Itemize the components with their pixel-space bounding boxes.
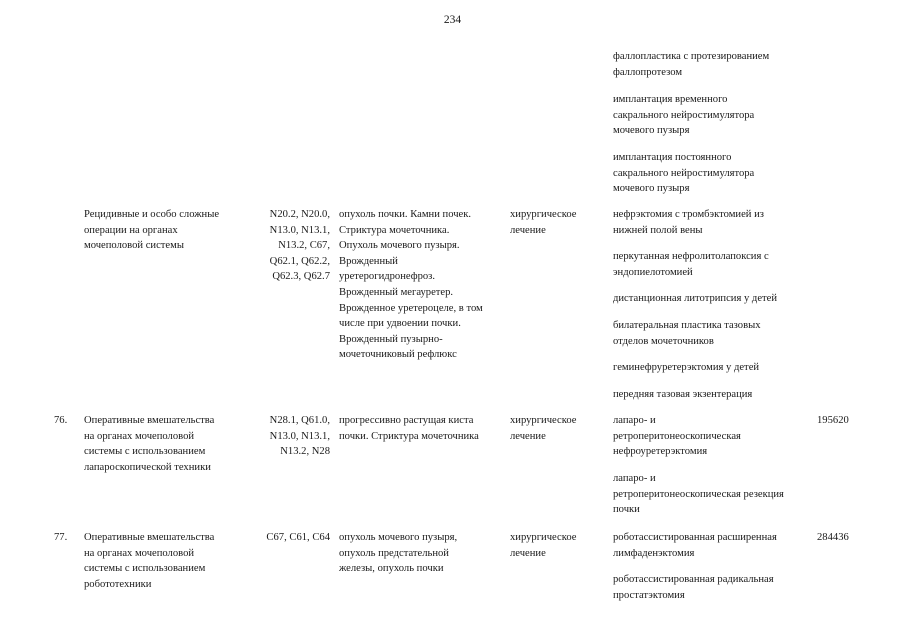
name-line: на органах мочеполовой bbox=[84, 547, 195, 559]
method-line: лапаро- и bbox=[613, 415, 656, 426]
method-line: ретроперитонеоскопическая резекция bbox=[613, 488, 784, 500]
code-line: N13.0, N13.1, bbox=[269, 430, 330, 442]
intervention-name bbox=[84, 530, 244, 592]
method-line: сакрального нейростимулятора bbox=[613, 109, 755, 121]
cost-value: 195620 bbox=[817, 415, 849, 426]
model-line: опухоль почки. Камни почек. bbox=[339, 209, 472, 220]
method-line: сакрального нейростимулятора bbox=[613, 167, 755, 179]
method-line: дистанционная литотрипсия у детей bbox=[613, 293, 778, 304]
model-line: мочеточниковый рефлюкс bbox=[339, 349, 457, 361]
model-line: уретерогидронефроз. bbox=[339, 271, 436, 283]
name-line: системы с использованием bbox=[84, 446, 206, 458]
treatment-line: хирургическое bbox=[510, 532, 577, 543]
treatment-line: лечение bbox=[510, 430, 546, 442]
name-line: робототехники bbox=[84, 578, 152, 590]
icd-codes bbox=[252, 207, 330, 285]
method-line: нефрэктомия с тромбэктомией из bbox=[613, 209, 764, 220]
treatment-line: хирургическое bbox=[510, 209, 577, 220]
patient-model bbox=[339, 413, 504, 444]
icd-codes bbox=[252, 530, 330, 546]
method-item bbox=[613, 291, 811, 307]
patient-model bbox=[339, 207, 504, 363]
model-line: Врожденное уретероцеле, в том bbox=[339, 302, 483, 314]
treatment-line: хирургическое bbox=[510, 415, 577, 426]
model-line: числе при удвоении почки. bbox=[339, 318, 461, 330]
method-item bbox=[613, 572, 811, 603]
method-item bbox=[613, 318, 811, 349]
name-line: лапароскопической техники bbox=[84, 461, 211, 473]
method-item bbox=[613, 471, 811, 518]
method-line: геминефруретерэктомия у детей bbox=[613, 362, 760, 373]
treatment-type bbox=[510, 207, 600, 238]
method-item bbox=[613, 150, 811, 197]
cost-value: 284436 bbox=[817, 532, 849, 543]
name-line: операции на органах bbox=[84, 224, 178, 236]
row-number: 76. bbox=[54, 415, 68, 426]
method-line: перкутанная нефролитолапоксия с bbox=[613, 251, 769, 262]
model-line: Стриктура мочеточника. bbox=[339, 224, 450, 236]
name-line: на органах мочеполовой bbox=[84, 430, 195, 442]
method-item bbox=[613, 207, 811, 238]
code-line: N13.0, N13.1, bbox=[269, 224, 330, 236]
method-line: роботассистированная расширенная bbox=[613, 532, 777, 543]
method-line: отделов мочеточников bbox=[613, 335, 714, 347]
method-line: эндопиелотомией bbox=[613, 266, 693, 278]
icd-codes bbox=[252, 413, 330, 460]
model-line: опухоль предстательной bbox=[339, 547, 449, 559]
method-line: простатэктомия bbox=[613, 589, 685, 601]
code-line: N20.2, N20.0, bbox=[269, 209, 330, 220]
model-line: почки. Стриктура мочеточника bbox=[339, 430, 479, 442]
code-line: N13.2, N28 bbox=[280, 446, 330, 458]
name-line: системы с использованием bbox=[84, 563, 206, 575]
method-line: передняя тазовая экзентерация bbox=[613, 389, 753, 400]
row-number: 77. bbox=[54, 532, 68, 543]
name-line: мочеполовой системы bbox=[84, 240, 184, 252]
method-line: фаллопластика с протезированием bbox=[613, 51, 770, 62]
model-line: Опухоль мочевого пузыря. bbox=[339, 240, 460, 252]
treatment-line: лечение bbox=[510, 547, 546, 559]
method-line: мочевого пузыря bbox=[613, 125, 690, 137]
code-line: Q62.1, Q62.2, bbox=[269, 255, 330, 267]
model-line: Врожденный bbox=[339, 255, 398, 267]
method-line: роботассистированная радикальная bbox=[613, 574, 774, 585]
model-line: прогрессивно растущая киста bbox=[339, 415, 474, 426]
treatment-line: лечение bbox=[510, 224, 546, 236]
method-item bbox=[613, 49, 811, 80]
method-line: мочевого пузыря bbox=[613, 183, 690, 195]
method-item bbox=[613, 413, 811, 460]
code-line: N13.2, C67, bbox=[278, 240, 330, 252]
treatment-type bbox=[510, 530, 600, 561]
method-line: имплантация постоянного bbox=[613, 152, 732, 163]
method-line: ретроперитонеоскопическая bbox=[613, 430, 741, 442]
method-line: почки bbox=[613, 504, 640, 516]
code-line: Q62.3, Q62.7 bbox=[272, 271, 330, 283]
page-number: 234 bbox=[443, 14, 462, 26]
method-line: билатеральная пластика тазовых bbox=[613, 320, 761, 331]
model-line: Врожденный мегауретер. bbox=[339, 286, 454, 298]
intervention-name bbox=[84, 413, 244, 475]
code-line: C67, C61, C64 bbox=[266, 532, 330, 543]
treatment-type bbox=[510, 413, 600, 444]
method-item bbox=[613, 92, 811, 139]
method-line: имплантация временного bbox=[613, 94, 728, 105]
method-line: фаллопротезом bbox=[613, 66, 683, 78]
patient-model bbox=[339, 530, 504, 577]
method-item bbox=[613, 387, 811, 403]
model-line: Врожденный пузырно- bbox=[339, 333, 443, 345]
method-line: нефроуретерэктомия bbox=[613, 446, 708, 458]
method-item bbox=[613, 249, 811, 280]
name-line: Оперативные вмешательства bbox=[84, 415, 215, 426]
method-item bbox=[613, 360, 811, 376]
method-line: лимфаденэктомия bbox=[613, 547, 695, 559]
model-line: опухоль мочевого пузыря, bbox=[339, 532, 458, 543]
method-line: лапаро- и bbox=[613, 473, 656, 484]
name-line: Оперативные вмешательства bbox=[84, 532, 215, 543]
method-line: нижней полой вены bbox=[613, 224, 703, 236]
name-line: Рецидивные и особо сложные bbox=[84, 209, 220, 220]
code-line: N28.1, Q61.0, bbox=[269, 415, 330, 426]
model-line: железы, опухоль почки bbox=[339, 563, 444, 575]
intervention-name bbox=[84, 207, 244, 254]
method-item bbox=[613, 530, 811, 561]
